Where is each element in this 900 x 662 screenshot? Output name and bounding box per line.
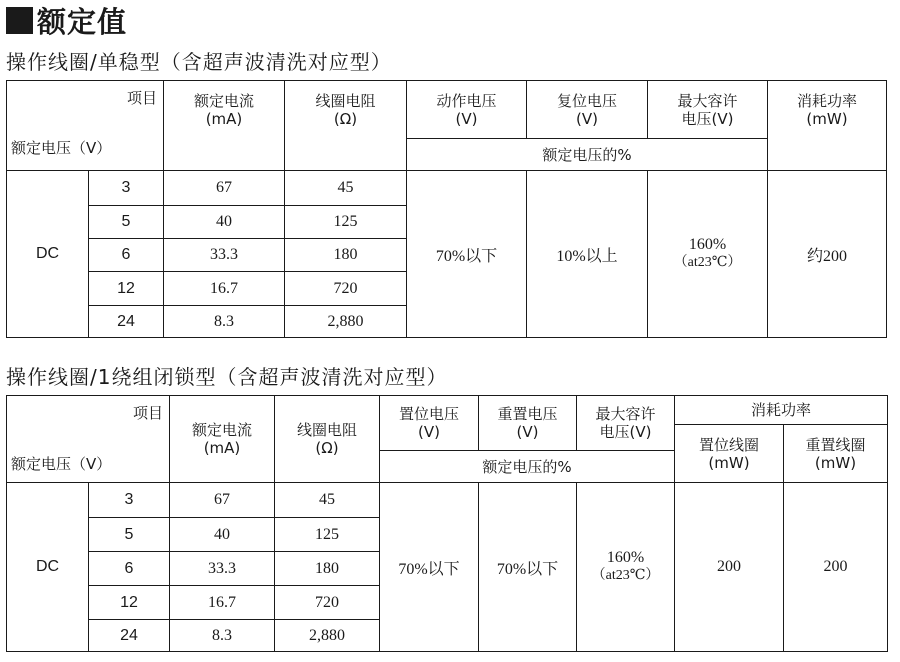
resistance-cell: 125	[275, 518, 380, 552]
reset-voltage-value: 10%以上	[527, 171, 648, 338]
current-cell: 8.3	[170, 620, 275, 652]
percent-of-rated-header: 额定电压的%	[407, 139, 768, 171]
item-label: 项目	[132, 404, 163, 422]
max-allowable-voltage-header: 最大容许 电压(V)	[577, 396, 675, 451]
voltage-cell: 3	[89, 171, 164, 206]
current-cell: 33.3	[164, 239, 285, 272]
current-cell: 67	[164, 171, 285, 206]
page-title	[6, 0, 127, 40]
reset-coil-power-value: 200	[784, 483, 888, 652]
set-voltage-value: 70%以下	[380, 483, 479, 652]
page-title-text: 额定值	[37, 4, 128, 39]
resistance-cell: 45	[285, 171, 407, 206]
operate-voltage-header: 动作电压 (V)	[407, 81, 527, 139]
resistance-cell: 180	[285, 239, 407, 272]
header-corner-cell	[7, 396, 170, 483]
max-allowable-value: 160% （at23℃）	[577, 483, 675, 652]
rated-current-header: 额定电流 (mA)	[170, 396, 275, 483]
coil-resistance-header: 线圈电阻 (Ω)	[285, 81, 407, 171]
rated-voltage-label: 额定电压（V）	[11, 455, 112, 473]
current-cell: 8.3	[164, 306, 285, 338]
voltage-cell: 5	[89, 206, 164, 239]
power-consumption-value: 约200	[768, 171, 887, 338]
voltage-cell: 5	[89, 518, 170, 552]
current-cell: 40	[170, 518, 275, 552]
coil-resistance-header: 线圈电阻 (Ω)	[275, 396, 380, 483]
voltage-cell: 12	[89, 272, 164, 306]
section1-heading: 操作线圈/单稳型（含超声波清洗对应型）	[6, 50, 392, 74]
voltage-cell: 3	[89, 483, 170, 518]
reset-voltage-header: 重置电压 (V)	[479, 396, 577, 451]
voltage-cell: 6	[89, 552, 170, 586]
resistance-cell: 45	[275, 483, 380, 518]
operate-voltage-value: 70%以下	[407, 171, 527, 338]
set-voltage-header: 置位电压 (V)	[380, 396, 479, 451]
rated-current-header: 额定电流 (mA)	[164, 81, 285, 171]
resistance-cell: 180	[275, 552, 380, 586]
power-consumption-header: 消耗功率 (mW)	[768, 81, 887, 171]
dc-label: DC	[7, 171, 89, 338]
reset-voltage-header: 复位电压 (V)	[527, 81, 648, 139]
set-coil-header: 置位线圈 (mW)	[675, 425, 784, 483]
current-cell: 40	[164, 206, 285, 239]
item-label: 项目	[126, 89, 157, 107]
dc-label: DC	[7, 483, 89, 652]
resistance-cell: 720	[285, 272, 407, 306]
current-cell: 33.3	[170, 552, 275, 586]
resistance-cell: 720	[275, 586, 380, 620]
current-cell: 67	[170, 483, 275, 518]
resistance-cell: 125	[285, 206, 407, 239]
rated-voltage-label: 额定电压（V）	[11, 139, 112, 157]
set-coil-power-value: 200	[675, 483, 784, 652]
latching-ratings-table	[6, 395, 888, 652]
monostable-ratings-table	[6, 80, 887, 338]
voltage-cell: 24	[89, 620, 170, 652]
voltage-cell: 6	[89, 239, 164, 272]
max-allowable-value: 160% （at23℃）	[648, 171, 768, 338]
current-cell: 16.7	[164, 272, 285, 306]
power-consumption-header: 消耗功率	[675, 396, 888, 425]
resistance-cell: 2,880	[285, 306, 407, 338]
title-square-icon	[6, 7, 33, 34]
header-corner-cell	[7, 81, 164, 171]
voltage-cell: 12	[89, 586, 170, 620]
voltage-cell: 24	[89, 306, 164, 338]
section2-heading: 操作线圈/1绕组闭锁型（含超声波清洗对应型）	[6, 365, 448, 389]
reset-coil-header: 重置线圈 (mW)	[784, 425, 888, 483]
reset-voltage-value: 70%以下	[479, 483, 577, 652]
percent-of-rated-header: 额定电压的%	[380, 451, 675, 483]
max-allowable-voltage-header: 最大容许 电压(V)	[648, 81, 768, 139]
current-cell: 16.7	[170, 586, 275, 620]
resistance-cell: 2,880	[275, 620, 380, 652]
